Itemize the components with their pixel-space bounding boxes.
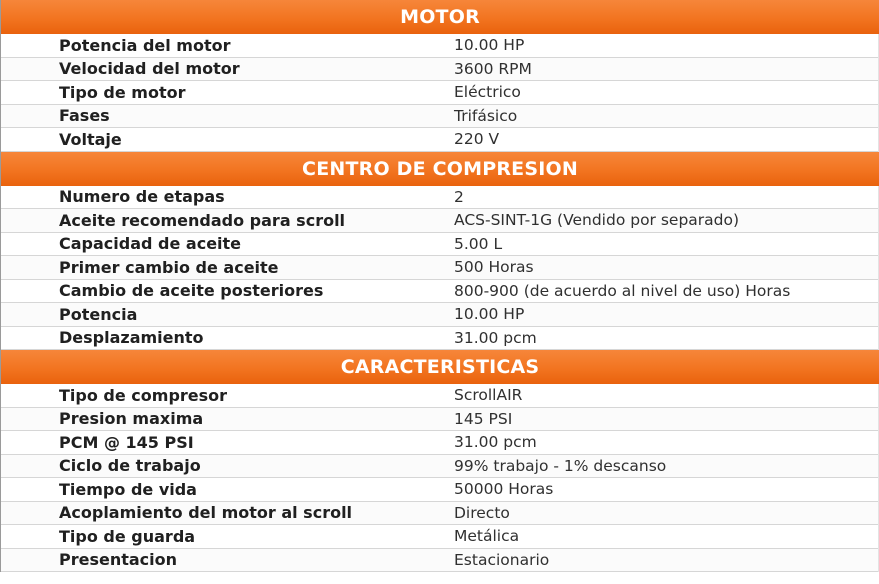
spec-label: Fases (59, 106, 110, 126)
spec-value: 5.00 L (454, 234, 503, 253)
spec-label: Ciclo de trabajo (59, 456, 201, 476)
spec-row (1, 209, 878, 233)
spec-value: 10.00 HP (454, 36, 525, 55)
spec-value: 31.00 pcm (454, 328, 537, 347)
spec-label: Tipo de guarda (59, 526, 196, 546)
spec-row (1, 105, 878, 129)
section-body-motor (1, 34, 879, 152)
spec-label: Desplazamiento (59, 328, 204, 348)
spec-label: Voltaje (59, 129, 122, 149)
spec-row (1, 478, 878, 502)
section-header-caracteristicas: CARACTERISTICAS (1, 350, 879, 384)
spec-value: Metálica (454, 527, 520, 546)
spec-value: Estacionario (454, 550, 550, 569)
spec-row (1, 502, 878, 526)
spec-value: ACS-SINT-1G (Vendido por separado) (454, 211, 740, 230)
spec-value: 500 Horas (454, 258, 534, 277)
spec-value: ScrollAIR (454, 386, 523, 405)
spec-row (1, 256, 878, 280)
spec-value: Directo (454, 503, 510, 522)
spec-row (1, 81, 878, 105)
spec-row (1, 384, 878, 408)
spec-value: 220 V (454, 130, 500, 149)
spec-row (1, 233, 878, 257)
spec-label: Presion maxima (59, 409, 204, 429)
spec-row (1, 408, 878, 432)
spec-value: 99% trabajo - 1% descanso (454, 456, 667, 475)
spec-row (1, 58, 878, 82)
spec-label: Numero de etapas (59, 187, 225, 207)
spec-row (1, 34, 878, 58)
spec-label: Potencia del motor (59, 35, 231, 55)
spec-value: 10.00 HP (454, 305, 525, 324)
spec-label: PCM @ 145 PSI (59, 432, 194, 452)
spec-label: Acoplamiento del motor al scroll (59, 503, 353, 523)
section-body-centro-de-compresion (1, 186, 879, 351)
spec-label: Aceite recomendado para scroll (59, 210, 346, 230)
spec-value: 31.00 pcm (454, 433, 537, 452)
spec-label: Tipo de motor (59, 82, 186, 102)
spec-value: 145 PSI (454, 409, 513, 428)
spec-row (1, 186, 878, 210)
spec-row (1, 280, 878, 304)
spec-row (1, 549, 878, 573)
spec-row (1, 525, 878, 549)
spec-row (1, 455, 878, 479)
section-header-centro-de-compresion: CENTRO DE COMPRESION (1, 152, 879, 186)
section-body-caracteristicas (1, 384, 879, 572)
spec-label: Tiempo de vida (59, 479, 197, 499)
spec-value: 3600 RPM (454, 59, 532, 78)
spec-row (1, 327, 878, 351)
spec-label: Capacidad de aceite (59, 234, 242, 254)
spec-value: 800-900 (de acuerdo al nivel de uso) Horas (454, 281, 791, 300)
spec-label: Primer cambio de aceite (59, 257, 279, 277)
spec-value: 2 (454, 187, 464, 206)
spec-label: Tipo de compresor (59, 385, 228, 405)
spec-row (1, 128, 878, 152)
spec-value: Eléctrico (454, 83, 521, 102)
spec-label: Cambio de aceite posteriores (59, 281, 324, 301)
spec-label: Velocidad del motor (59, 59, 240, 79)
spec-value: Trifásico (454, 106, 518, 125)
spec-row (1, 431, 878, 455)
spec-label: Presentacion (59, 550, 178, 570)
spec-label: Potencia (59, 304, 138, 324)
spec-value: 50000 Horas (454, 480, 554, 499)
section-header-motor: MOTOR (1, 0, 879, 34)
spec-row (1, 303, 878, 327)
